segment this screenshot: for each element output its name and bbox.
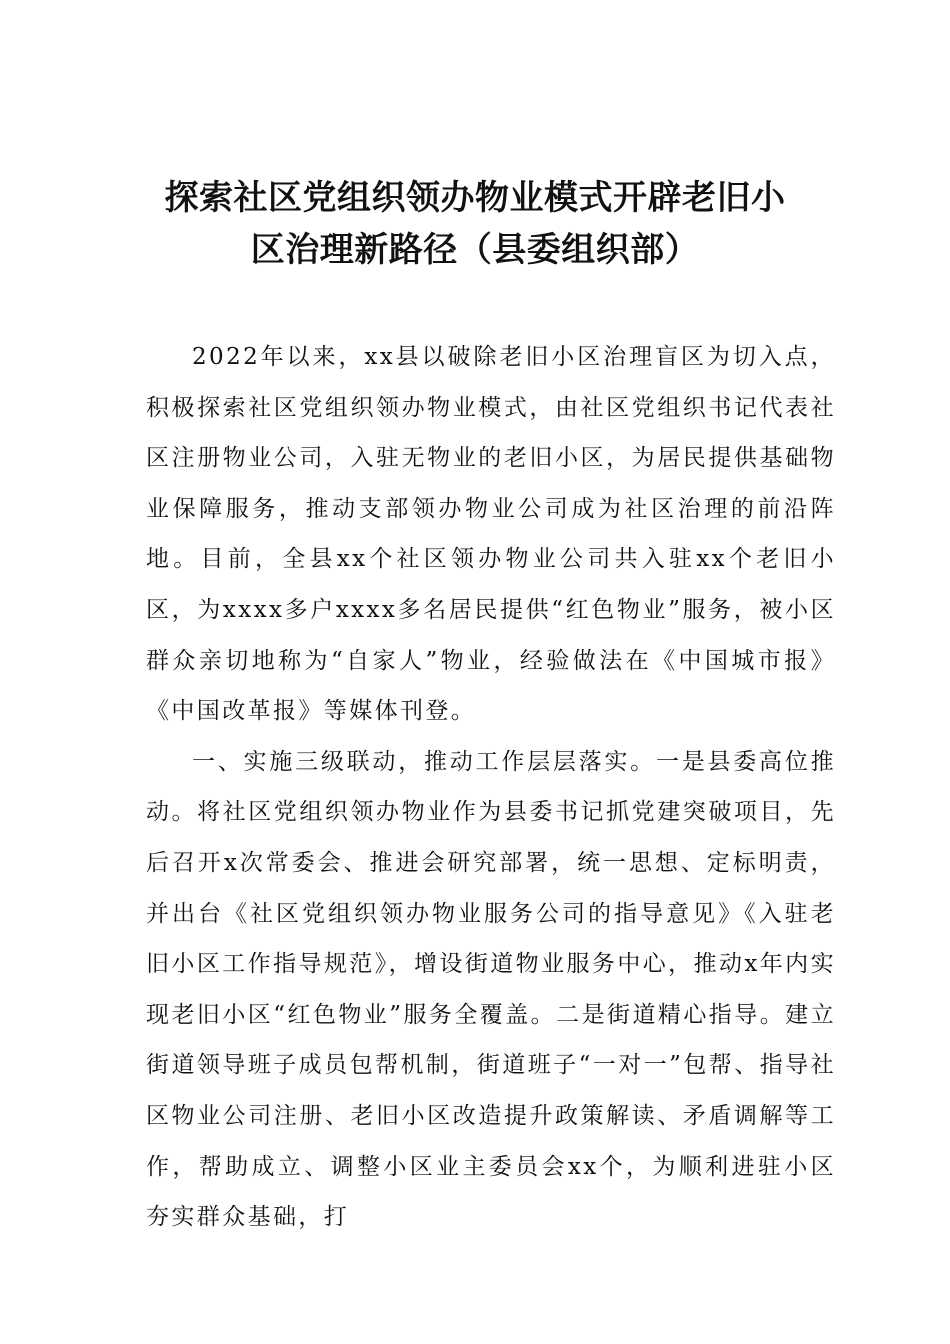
paragraph-intro: 2022年以来，xx县以破除老旧小区治理盲区为切入点，积极探索社区党组织领办物业模式，由社区党组织书记代表社区注册物业公司，入驻无物业的老旧小区，为居民提供基础物业保障服务，推动支部领办物业公司成为社区治理的前沿阵地。目前，全县xx个社区领办物业公司共入驻xx个老旧小区，为xxxx多户xxxx多名居民提供“红色物业”服务，被小区群众亲切地称为“自家人”物业，经验做法在《中国城市报》《中国改革报》等媒体刊登。 — [146, 344, 836, 725]
title-line-2: 区治理新路径（县委组织部） — [250, 230, 700, 270]
document-body — [146, 332, 836, 1243]
paragraph-section-one: 一、实施三级联动，推动工作层层落实。一是县委高位推动。将社区党组织领办物业作为县委书记抓党建突破项目，先后召开x次常委会、推进会研究部署，统一思想、定标明责，并出台《社区党组织领办物业服务公司的指导意见》《入驻老旧小区工作指导规范》，增设街道物业服务中心，推动x年内实现老旧小区“红色物业”服务全覆盖。二是街道精心指导。建立街道领导班子成员包帮机制，街道班子“一对一”包帮、指导社区物业公司注册、老旧小区改造提升政策解读、矛盾调解等工作，帮助成立、调整小区业主委员会xx个，为顺利进驻小区夯实群众基础，打 — [146, 748, 836, 1231]
document-title — [130, 172, 820, 276]
title-line-1: 探索社区党组织领办物业模式开辟老旧小 — [164, 178, 786, 218]
